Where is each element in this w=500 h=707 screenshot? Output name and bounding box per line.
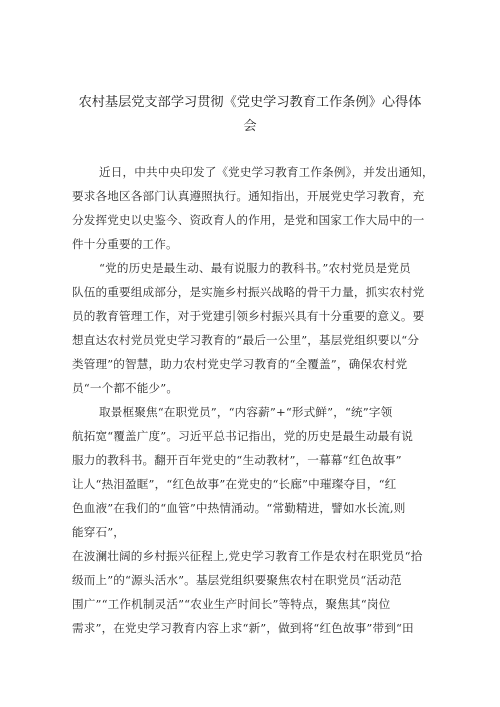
document-title (0, 91, 500, 139)
body-line: 件十分重要的工作。 (72, 237, 178, 251)
body-line: 服力的教科书。翻开百年党史的“生动教材”，一幕幕“红色故事” (72, 453, 402, 467)
body-line: 围广”“工作机制灵活”“农业生产时间长”等特点，聚焦其“岗位 (72, 597, 391, 611)
body-line: 取景框聚焦“在职党员”，“内容薪”+“形式鲜”，“统”字领 (99, 405, 393, 419)
body-line: 员的教育管理工作，对于党建引领乡村振兴具有十分重要的意义。要 (72, 309, 425, 323)
body-line: 能穿石”， (72, 525, 126, 539)
body-line: 航拓宽“覆盖广度”。习近平总书记指出，党的历史是最生动最有说 (72, 429, 413, 443)
title-line-1: 农村基层党支部学习贯彻《党史学习教育工作条例》心得体 (78, 95, 422, 110)
body-line: 要求各地区各部门认真遵照执行。通知指出，开展党史学习教育，充 (72, 189, 425, 203)
title-line-2: 会 (243, 119, 257, 134)
body-line: 类管理”的智慧，助力农村党史学习教育的“全覆盖”，确保农村党 (72, 357, 408, 371)
body-line: 队伍的重要组成部分，是实施乡村振兴战略的骨干力量，抓实农村党 (72, 285, 425, 299)
body-line: 近日，中共中央印发了《党史学习教育工作条例》，并发出通知， (99, 165, 434, 179)
body-line: 员“一个都不能少”。 (72, 381, 179, 395)
body-line: 需求”，在党史学习教育内容上求“新”，做到将“红色故事”带到“田 (72, 621, 414, 635)
body-line: 让人“热泪盈眶”，“红色故事”在党史的“长廊”中璀璨夺目，“红 (72, 477, 397, 491)
body-line: 级而上”的“源头活水”。基层党组织要聚焦农村在职党员“活动范 (72, 573, 402, 587)
body-line: 想直达农村党员党史学习教育的“最后一公里”，基层党组织要以“分 (72, 333, 420, 347)
body-line: “党的历史是最生动、最有说服力的教科书。”农村党员是党员 (99, 261, 411, 275)
body-line: 在波澜壮阔的乡村振兴征程上,党史学习教育工作是农村在职党员“拾 (72, 549, 423, 563)
body-line: 色血液”在我们的“血管”中热情涌动。“常勤精进，譬如水长流,则 (72, 501, 406, 515)
body-line: 分发挥党史以史鉴今、资政育人的作用，是党和国家工作大局中的一 (72, 213, 425, 227)
